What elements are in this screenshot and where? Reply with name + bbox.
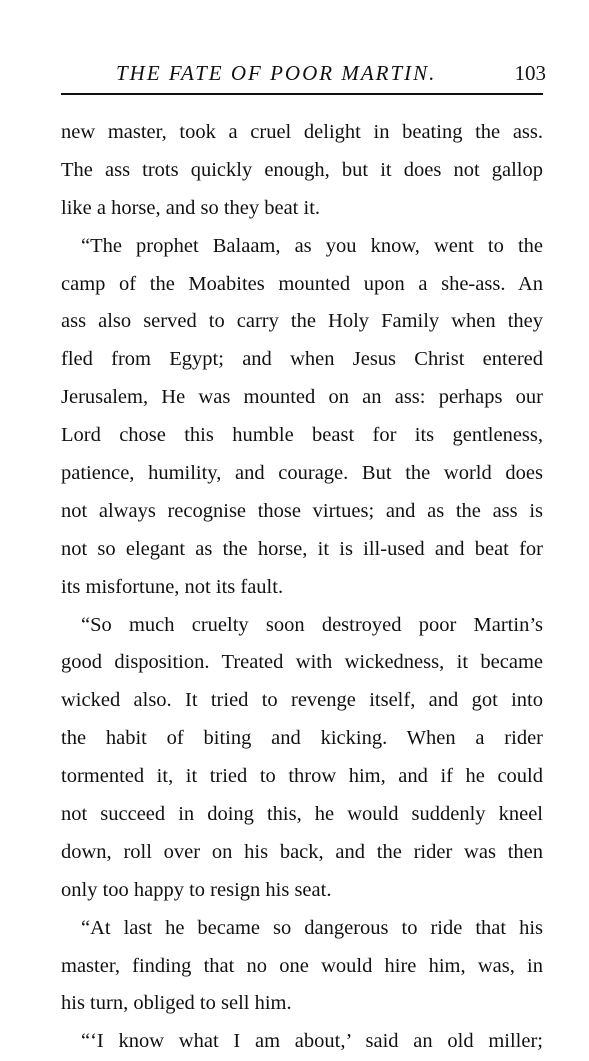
text-line: ass also served to carry the Holy Family when they (61, 310, 543, 333)
text-line: master, finding that no one would hire him, was, in (61, 954, 543, 977)
text-line: not always recognise those virtues; and as the ass is (61, 499, 543, 522)
text-line: like a horse, and so they beat it. (61, 196, 321, 219)
text-line: down, roll over on his back, and the rider was then (61, 840, 543, 863)
text-line: Lord chose this humble beast for its gentleness, (61, 424, 543, 447)
text-line: Jerusalem, He was mounted on an ass: perhaps our (61, 386, 543, 409)
text-line: only too happy to resign his seat. (61, 878, 332, 901)
text-line: new master, took a cruel delight in beating the ass. (61, 121, 543, 143)
text-line: tormented it, it tried to throw him, and if he could (61, 765, 543, 788)
header-rule (61, 93, 543, 95)
running-title: THE FATE OF POOR MARTIN. (116, 61, 437, 85)
text-line: wicked also. It tried to revenge itself, and got into (61, 689, 543, 712)
text-line: good disposition. Treated with wickedness, it became (61, 651, 543, 674)
text-line: not succeed in doing this, he would suddenly kneel (61, 803, 543, 826)
text-line: “The prophet Balaam, as you know, went to the (81, 234, 543, 257)
text-line: fled from Egypt; and when Jesus Christ entered (61, 348, 543, 371)
page-header (116, 58, 546, 88)
text-line: not so elegant as the horse, it is ill-used and beat for (61, 537, 543, 560)
text-line: his turn, obliged to sell him. (61, 992, 292, 1015)
page-number: 103 (514, 61, 546, 85)
text-line: “At last he became so dangerous to ride that his (81, 916, 543, 939)
text-line: its misfortune, not its fault. (61, 575, 284, 598)
text-line: patience, humility, and courage. But the world does (61, 462, 543, 485)
body-text (61, 114, 543, 1061)
text-line: The ass trots quickly enough, but it does not gallop (61, 158, 543, 181)
text-line: “So much cruelty soon destroyed poor Martin’s (81, 613, 543, 636)
text-line: the habit of biting and kicking. When a rider (61, 727, 543, 750)
text-line: camp of the Moabites mounted upon a she-ass. An (61, 272, 543, 295)
text-line: “‘I know what I am about,’ said an old miller; (81, 1030, 543, 1053)
